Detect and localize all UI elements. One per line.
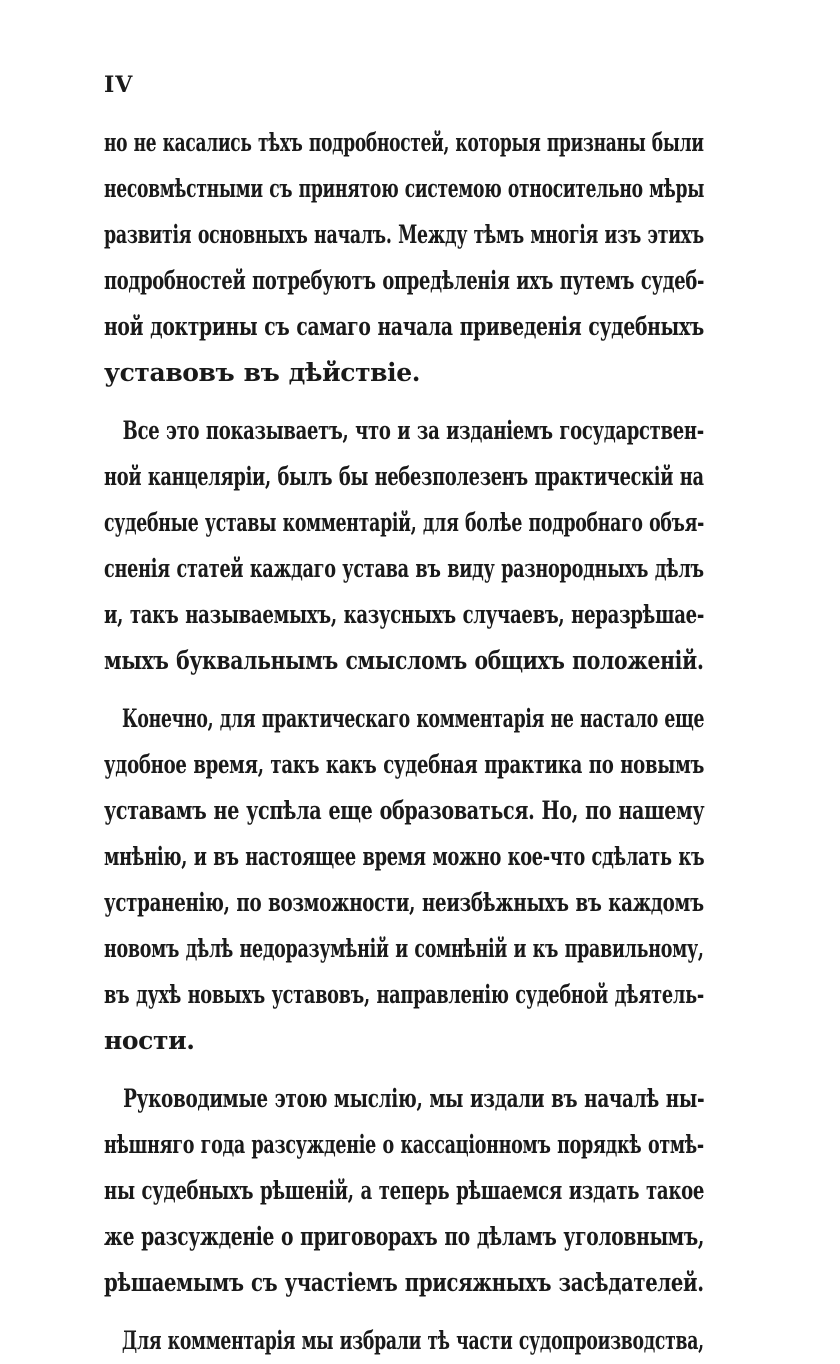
text-line: ной доктрины съ самаго начала приведенія судебныхъ <box>104 312 704 341</box>
text-line: удобное время, такъ какъ судебная практика по новымъ <box>104 750 705 779</box>
text-line: развитія основныхъ началъ. Между тѣмъ многія изъ этихъ <box>104 220 704 249</box>
text-line: уставовъ въ дѣйствіе. <box>104 358 421 387</box>
text-line: въ духѣ новыхъ уставовъ, направленію судебной дѣятель- <box>104 980 704 1009</box>
text-line: Для комментарія мы избрали тѣ части судопроизводства, <box>121 1326 704 1355</box>
paragraph <box>104 1318 704 1364</box>
text-line: же разсужденіе о приговорахъ по дѣламъ уголовнымъ, <box>104 1222 705 1251</box>
text-line: сненія статей каждаго устава въ виду разнородныхъ дѣлъ <box>104 554 704 583</box>
paragraph <box>104 120 704 396</box>
text-line: судебные уставы комментарій, для болѣе подробнаго объя- <box>104 508 705 537</box>
text-line: устраненію, по возможности, неизбѣжныхъ въ каждомъ <box>104 888 704 917</box>
paragraph <box>104 696 704 1064</box>
text-line: нѣшняго года разсужденіе о кассаціонномъ порядкѣ отмѣ- <box>104 1130 704 1159</box>
text-line: и, такъ называемыхъ, казусныхъ случаевъ, неразрѣшае- <box>104 600 705 629</box>
text-line: новомъ дѣлѣ недоразумѣній и сомнѣній и къ правильному, <box>104 934 704 963</box>
paragraph <box>104 408 704 684</box>
text-line: ности. <box>104 1026 195 1055</box>
text-line: мнѣнію, и въ настоящее время можно кое-что сдѣлать къ <box>104 842 705 871</box>
text-line: Все это показываетъ, что и за изданіемъ государствен- <box>122 416 704 445</box>
text-line: рѣшаемымъ съ участіемъ присяжныхъ засѣдателей. <box>104 1268 704 1297</box>
paragraph <box>104 1076 704 1306</box>
page-number: IV <box>104 72 134 98</box>
text-line: Руководимые этою мыслію, мы издали въ началѣ ны- <box>123 1084 705 1113</box>
text-line: но не касались тѣхъ подробностей, которыя признаны были <box>104 128 704 157</box>
text-line: ны судебныхъ рѣшеній, а теперь рѣшаемся издать такое <box>104 1176 705 1205</box>
text-line: Конечно, для практическаго комментарія не настало еще <box>121 704 705 733</box>
text-line: подробностей потребуютъ опредѣленія ихъ путемъ судеб- <box>104 266 705 295</box>
text-line: несовмѣстными съ принятою системою относительно мѣры <box>104 174 705 203</box>
text-line: уставамъ не успѣла еще образоваться. Но, по нашему <box>104 796 705 825</box>
text-line: ной канцеляріи, былъ бы небезполезенъ практическій на <box>104 462 704 491</box>
body-text <box>104 120 704 1364</box>
text-line: мыхъ буквальнымъ смысломъ общихъ положеній. <box>104 646 704 675</box>
